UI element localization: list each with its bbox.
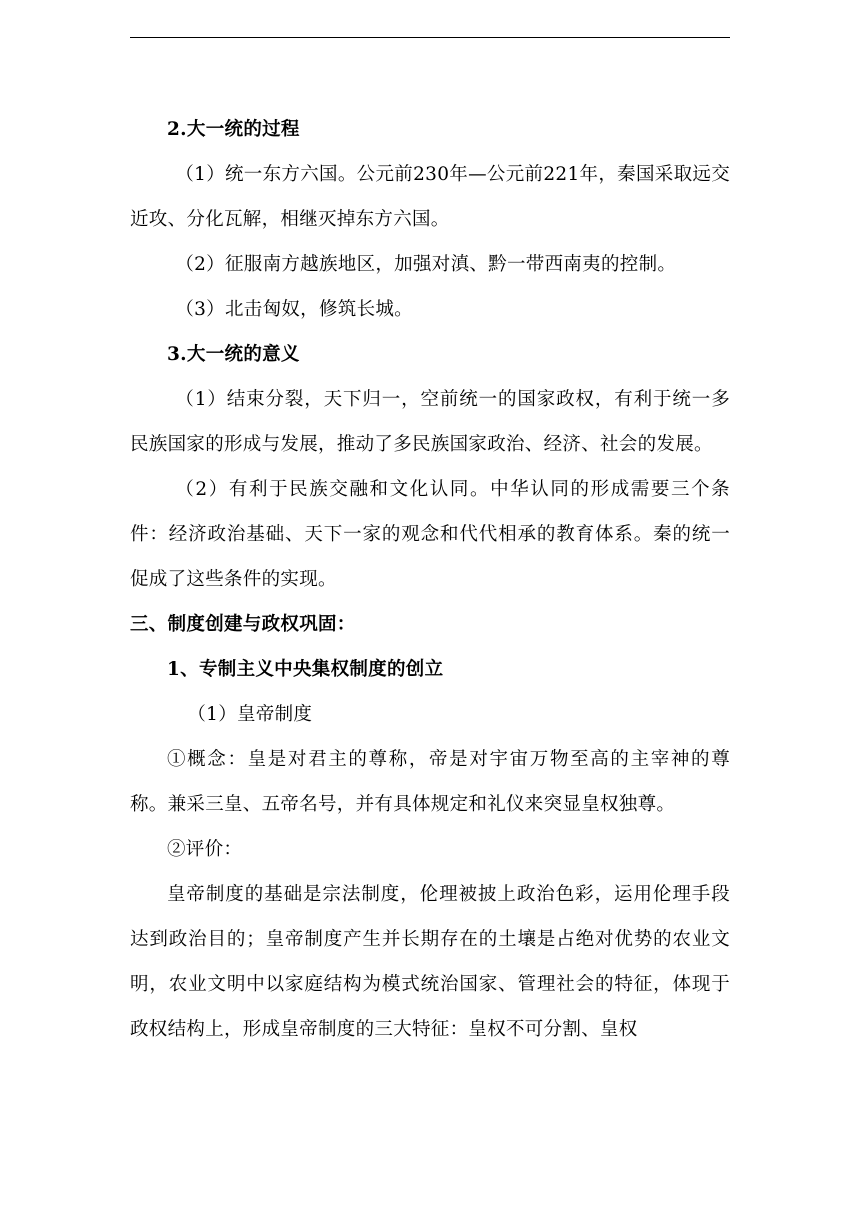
subsection-heading-emperor-system: （1）皇帝制度 [187,704,313,725]
section-heading-process: 2.大一统的过程 [167,119,300,140]
paragraph-end-division: （1）结束分裂，天下归一，空前统一的国家政权，有利于统一多民族国家的形成与发展，推动了多民族国家政治、经济、社会的发展。 [130,389,730,455]
chapter-heading-institutions: 三、制度创建与政权巩固： [130,614,356,635]
paragraph-evaluation-label: ②评价： [167,839,243,860]
paragraph-strike-xiongnu: （3）北击匈奴，修筑长城。 [175,299,413,320]
paragraph-conquer-south: （2）征服南方越族地区，加强对滇、黔一带西南夷的控制。 [175,254,677,275]
paragraph-cultural-identity: （2）有利于民族交融和文化认同。中华认同的形成需要三个条件：经济政治基础、天下一家的观念和代代相承的教育体系。秦的统一促成了这些条件的实现。 [130,479,730,590]
paragraph-evaluation-body: 皇帝制度的基础是宗法制度，伦理被披上政治色彩，运用伦理手段达到政治目的；皇帝制度产生并长期存在的土壤是占绝对优势的农业文明，农业文明中以家庭结构为模式统治国家、管理社会的特征，体现于政权结构上，形成皇帝制度的三大特征：皇权不可分割、皇权 [130,884,730,1040]
section-heading-centralization: 1、专制主义中央集权制度的创立 [167,659,444,680]
section-heading-significance: 3.大一统的意义 [167,344,300,365]
paragraph-unify-six-states: （1）统一东方六国。公元前230年—公元前221年，秦国采取远交近攻、分化瓦解，相继灭掉东方六国。 [130,164,730,230]
paragraph-concept: ①概念：皇是对君主的尊称，帝是对宇宙万物至高的主宰神的尊称。兼采三皇、五帝名号，并有具体规定和礼仪来突显皇权独尊。 [130,749,730,815]
header-rule [130,37,730,38]
document-body [130,107,730,1052]
